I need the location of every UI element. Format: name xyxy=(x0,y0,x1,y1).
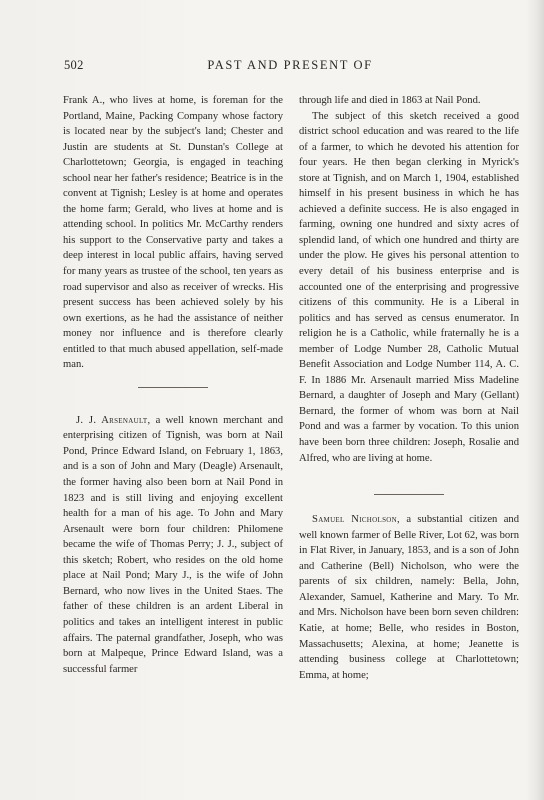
nicholson-name: Samuel Nicholson, xyxy=(312,514,400,526)
section-divider xyxy=(374,494,444,495)
page-gutter-shadow xyxy=(526,0,544,800)
mccarthy-continuation-paragraph: Frank A., who lives at home, is foreman for the Portland, Maine, Packing Company whose factory is located near by the subject's land; Chester and Justin are students at St. Dunstan's College at Charlottetown; Georgia, is engaged in teaching school near her father's residence; Beatrice is in the convent at Tignish; Lesley is at home and operates the home farm; Gerald, who lives at home and is attending school. In politics Mr. McCarthy renders his support to the Conservative party and takes a deep interest in local public affairs, having served for many years as trustee of the school, ten years as road supervisor and also as receiver of wrecks. His present success has been achieved solely by his own exertions, as he had the assistance of neither money nor influence and is therefore clearly entitled to that much abused appellation, self-made man. xyxy=(63,95,283,371)
nicholson-paragraph xyxy=(299,512,519,683)
page-header xyxy=(64,58,516,74)
nicholson-body: a substantial citizen and well known farmer of Belle River, Lot 62, was born in Flat River, in January, 1853, and is a son of John and Catherine (Bell) Nicholson, who were the parents of six children, namely: Bella, John, Alexander, Samuel, Katherine and Mary. To Mr. and Mrs. Nicholson have been born seven children: Katie, at home; Belle, who resides in Boston, Massachusetts; Alexina, at home; Jeanette is attending business college at Charlottetown; Emma, at home; xyxy=(299,514,520,681)
arsenault-continuation-line: through life and died in 1863 at Nail Pond. xyxy=(299,95,481,106)
arsenault-career-paragraph: The subject of this sketch received a good district school education and was reared to the life of a farmer, to which he devoted his attention for four years. He then began clerking in Myrick's store at Tignish, and on March 1, 1904, established himself in his present business in which he has achieved a definite success. He is also engaged in farming, owning one hundred and sixty acres of splendid land, of which one hundred and thirty are under the plow. He gives his personal attention to every detail of his business enterprise and is accounted one of the enterprising and progressive citizens of this community. He is a Liberal in politics and has served as census enumerator. In religion he is a Catholic, while fraternally he is a member of Lodge Number 28, Catholic Mutual Benefit Association and Lodge Number 114, A. C. F. In 1886 Mr. Arsenault married Miss Madeline Bernard, a daughter of Joseph and Mary (Gellant) Bernard, the former of whom was born at Nail Pond and was a farmer by vocation. To this union have been born three children: Joseph, Rosalie and Alfred, who are living at home. xyxy=(299,110,519,464)
running-head: PAST AND PRESENT OF xyxy=(207,58,373,72)
right-column xyxy=(299,93,519,683)
arsenault-body: a well known merchant and enterprising citizen of Tignish, was born at Nail Pond, Prince Edward Island, on February 1, 1863, and is a son of John and Mary (Deagle) Arsenault, the former having also been born at Nail Pond in 1823 and is still living and enjoying excellent health for a man of his age. To John and Mary Arsenault were born four children: Philomene became the wife of Thomas Perry; J. J., subject of this sketch; Robert, who resides on the old home place at Nail Pond; Mary J., is the wife of John Bernard, who now lives in the United Staes. The father of these children is an ardent Liberal in politics and takes an intelligent interest in public affairs. The paternal grandfather, Joseph, who was born at Malpeque, Prince Edward Island, was a successful farmer xyxy=(63,414,284,675)
left-column xyxy=(63,93,283,677)
arsenault-name: J. J. Arsenault, xyxy=(76,414,151,426)
arsenault-paragraph xyxy=(63,413,283,677)
page-number: 502 xyxy=(64,58,84,72)
section-divider xyxy=(138,387,208,388)
